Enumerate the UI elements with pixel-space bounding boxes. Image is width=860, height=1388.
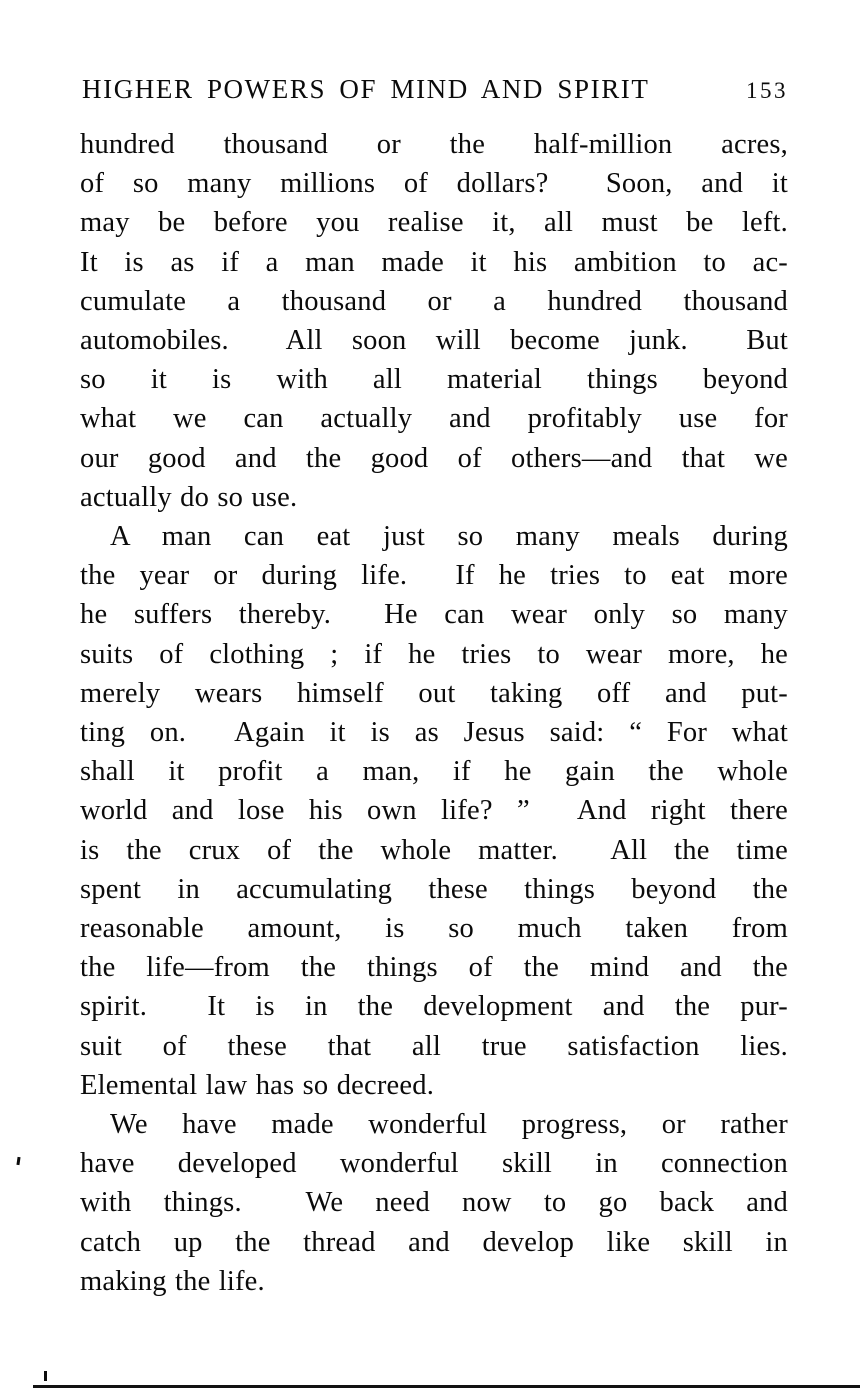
text-line: suits of clothing ; if he tries to wear more, he xyxy=(80,638,788,670)
paragraph xyxy=(80,125,788,517)
text-line: We have made wonderful progress, or rather xyxy=(110,1109,788,1141)
text-line: is the crux of the whole matter. All the time xyxy=(80,834,788,866)
paragraph xyxy=(80,517,788,1105)
page-number: 153 xyxy=(746,78,788,103)
text-line: what we can actually and profitably use for xyxy=(80,403,788,435)
scan-artifact-margin-mark xyxy=(16,1157,20,1165)
text-line: making the life. xyxy=(80,1265,265,1297)
text-line: merely wears himself out taking off and put- xyxy=(80,677,788,709)
text-line: shall it profit a man, if he gain the whole xyxy=(80,756,788,788)
text-line: ting on. Again it is as Jesus said: “ For what xyxy=(80,717,788,749)
text-line: actually do so use. xyxy=(80,481,298,513)
text-line: catch up the thread and develop like skill in xyxy=(80,1226,788,1258)
text-line: of so many millions of dollars? Soon, and it xyxy=(80,168,788,200)
text-line: cumulate a thousand or a hundred thousand xyxy=(80,285,788,317)
text-line: hundred thousand or the half-million acres, xyxy=(80,129,788,160)
paragraph xyxy=(80,1105,788,1301)
text-line: our good and the good of others—and that we xyxy=(80,442,788,474)
text-line: automobiles. All soon will become junk. But xyxy=(80,325,788,357)
text-line: spirit. It is in the development and the pur- xyxy=(80,991,788,1023)
text-line: have developed wonderful skill in connection xyxy=(80,1148,788,1180)
text-line: world and lose his own life? ” And right there xyxy=(80,795,788,827)
text-line: It is as if a man made it his ambition to ac- xyxy=(80,246,788,278)
text-line: Elemental law has so decreed. xyxy=(80,1069,435,1101)
page-header xyxy=(82,74,788,105)
text-line: with things. We need now to go back and xyxy=(80,1187,788,1219)
text-line: may be before you realise it, all must be left. xyxy=(80,207,788,239)
text-line: the year or during life. If he tries to eat more xyxy=(80,560,788,592)
text-line: reasonable amount, is so much taken from xyxy=(80,913,788,945)
running-head-title: HIGHER POWERS OF MIND AND SPIRIT xyxy=(82,74,650,104)
text-line: so it is with all material things beyond xyxy=(80,364,788,396)
text-line: suit of these that all true satisfaction lies. xyxy=(80,1030,788,1062)
page-text xyxy=(80,125,788,1301)
text-line: spent in accumulating these things beyond the xyxy=(80,873,788,905)
scan-artifact-bottom-tick xyxy=(44,1371,47,1381)
text-line: he suffers thereby. He can wear only so many xyxy=(80,599,788,631)
text-line: the life—from the things of the mind and the xyxy=(80,952,788,984)
text-line: A man can eat just so many meals during xyxy=(110,521,788,553)
